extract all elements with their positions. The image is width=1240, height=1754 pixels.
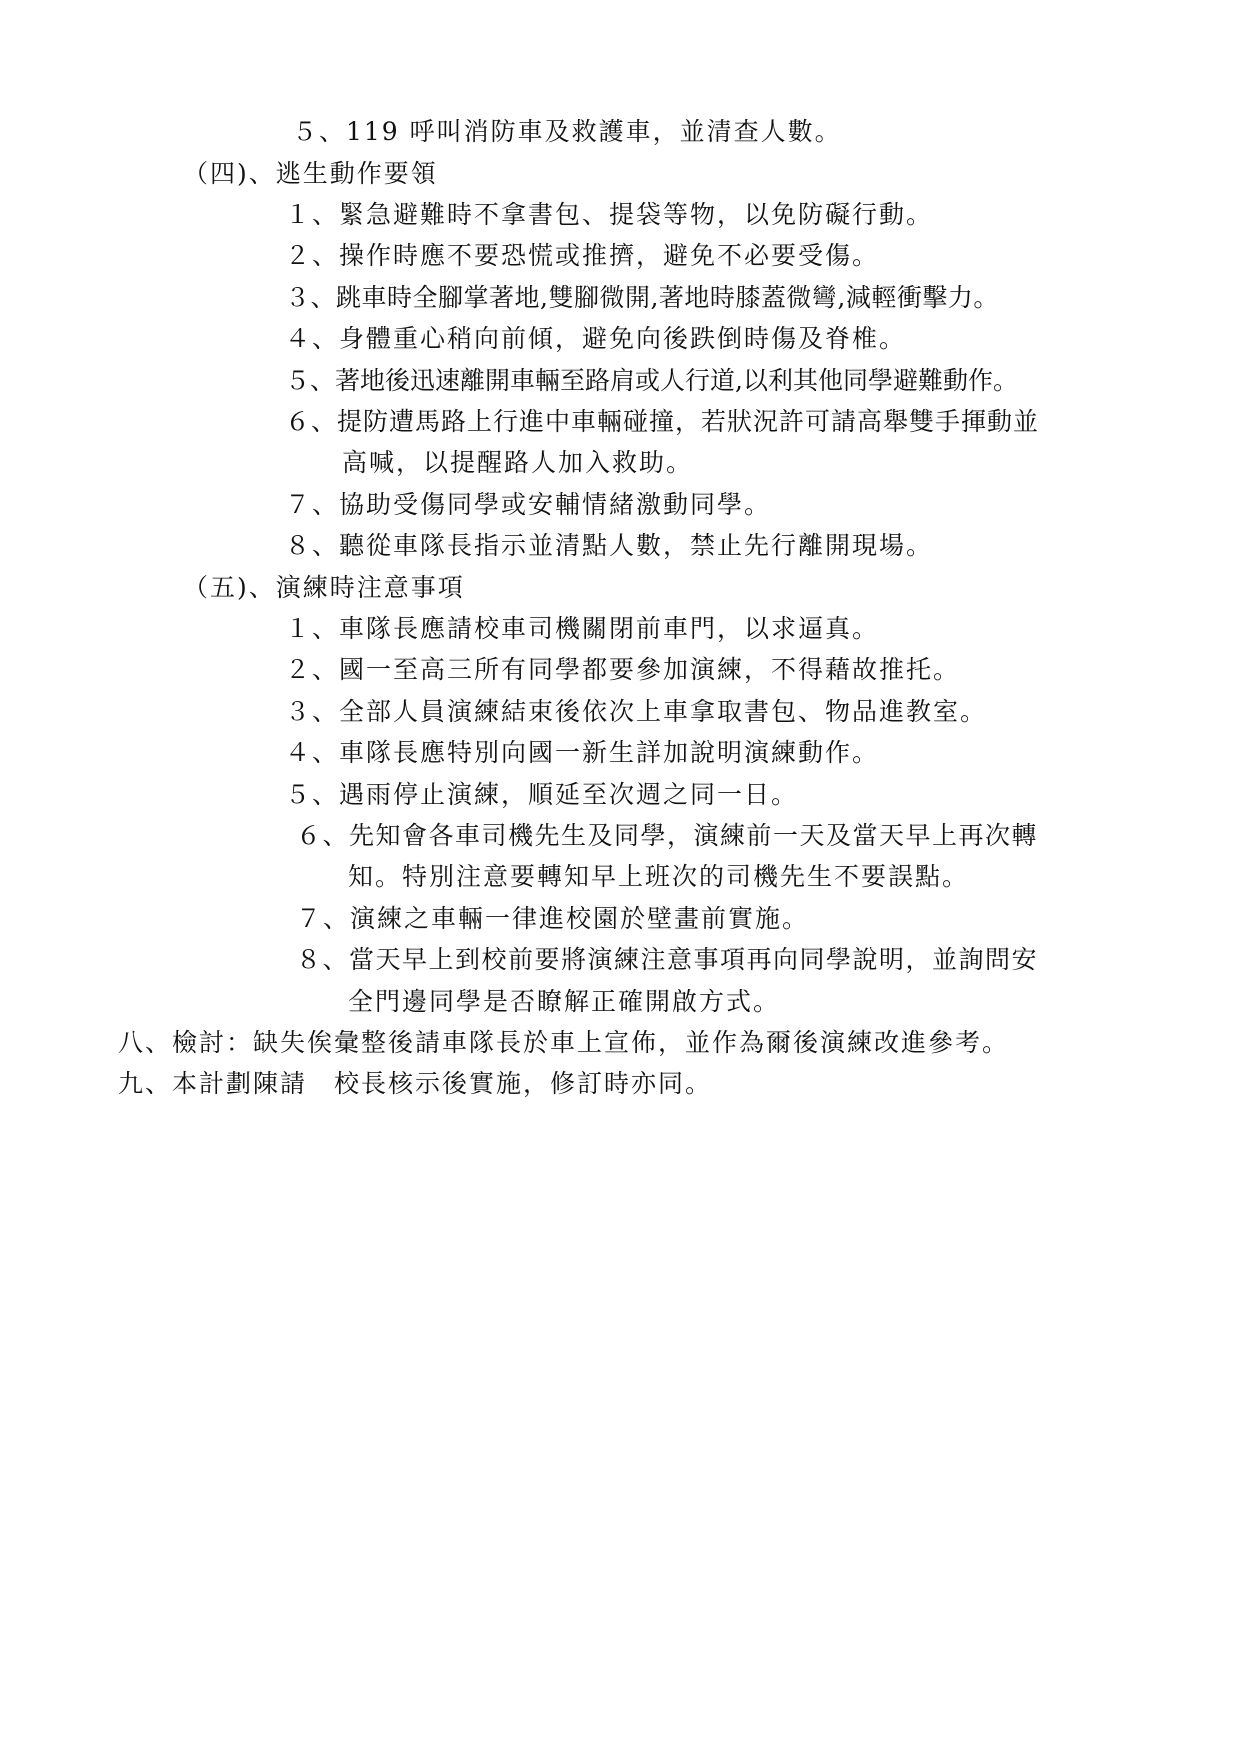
list-item-4-5-2: ２、國一至高三所有同學都要參加演練，不得藉故推托。: [285, 655, 961, 684]
list-item-4-5-3: ３、全部人員演練結束後依次上車拿取書包、物品進教室。: [285, 697, 988, 726]
list-item-4-4-4: ４、身體重心稍向前傾，避免向後跌倒時傷及脊椎。: [285, 324, 907, 353]
list-item-4-5-5: ５、遇雨停止演練，順延至次週之同一日。: [285, 780, 799, 809]
section-9-approval: 九、本計劃陳請 校長核示後實施，修訂時亦同。: [118, 1069, 713, 1098]
list-item-4-4-7: ７、協助受傷同學或安輔情緒激動同學。: [285, 490, 772, 519]
list-item-4-5-8-continuation: 全門邊同學是否瞭解正確開啟方式。: [348, 987, 781, 1016]
list-item-4-5-8: ８、當天早上到校前要將演練注意事項再向同學說明，並詢問安: [296, 945, 1039, 974]
list-item-4-4-5: ５、著地後迅速離開車輛至路肩或人行道,以利其他同學避難動作。: [285, 366, 1018, 395]
list-item-4-5-1: １、車隊長應請校車司機關閉前車門，以求逼真。: [285, 614, 880, 643]
list-item-4-4-2: ２、操作時應不要恐慌或推擠，避免不必要受傷。: [285, 241, 880, 270]
list-item-4-5-7: ７、演練之車輛一律進校園於壁畫前實施。: [296, 904, 810, 933]
list-item-4-4-8: ８、聽從車隊長指示並清點人數，禁止先行離開現場。: [285, 531, 934, 560]
section-8-review: 八、檢討：缺失俟彙整後請車隊長於車上宣佈，並作為爾後演練改進參考。: [118, 1028, 1010, 1057]
list-item-4-4-6-continuation: 高喊，以提醒路人加入救助。: [342, 448, 694, 477]
section-heading-4: （四)、逃生動作要領: [183, 159, 438, 188]
list-item-4-4-1: １、緊急避難時不拿書包、提袋等物，以免防礙行動。: [285, 200, 934, 229]
list-item-4-5-6-continuation: 知。特別注意要轉知早上班次的司機先生不要誤點。: [348, 862, 970, 891]
list-item-4-4-6: ６、提防遭馬路上行進中車輛碰撞，若狀況許可請高舉雙手揮動並: [285, 407, 1040, 436]
list-item-4-5-6: ６、先知會各車司機先生及同學，演練前一天及當天早上再次轉: [296, 821, 1039, 850]
list-item-4-3-5: ５、119 呼叫消防車及救護車，並清查人數。: [292, 117, 842, 146]
section-heading-5: （五)、演練時注意事項: [183, 573, 465, 602]
list-item-4-5-4: ４、車隊長應特別向國一新生詳加說明演練動作。: [285, 738, 880, 767]
list-item-4-4-3: ３、跳車時全腳掌著地,雙腳微開,著地時膝蓋微彎,減輕衝擊力。: [285, 283, 999, 312]
